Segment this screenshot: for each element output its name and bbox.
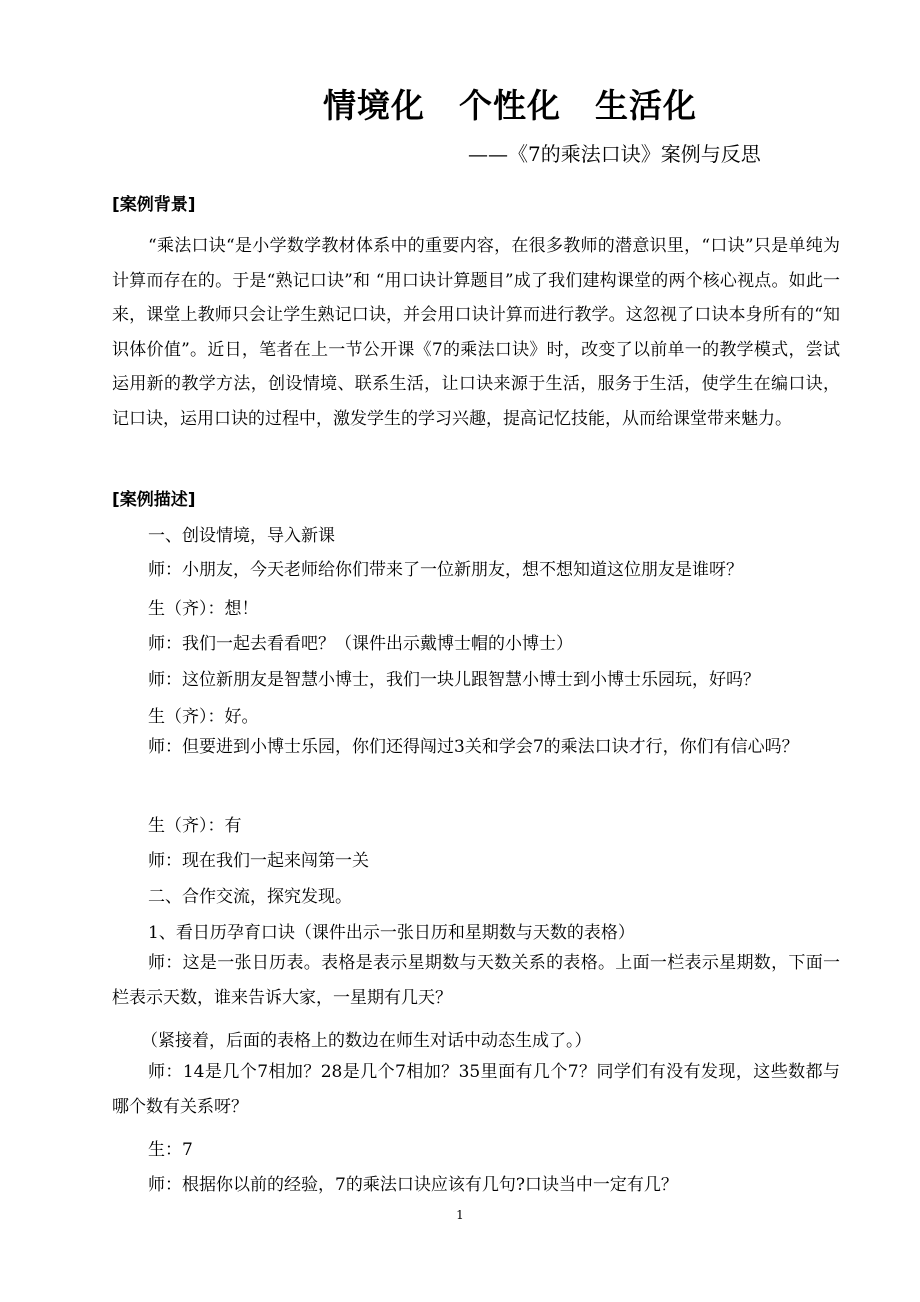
text-line: 1、看日历孕育口诀（课件出示一张日历和星期数与天数的表格） bbox=[148, 923, 635, 943]
text-line: 生（齐）：有 bbox=[148, 816, 242, 836]
text-line: 生（齐）：好。 bbox=[148, 707, 259, 727]
text-line: 师：现在我们一起来闯第一关 bbox=[148, 851, 369, 871]
section-heading-description: [案例描述] bbox=[112, 490, 196, 510]
text-line: 师：根据你以前的经验，7的乘法口诀应该有几句?口诀当中一定有几？ bbox=[148, 1175, 678, 1195]
document-subtitle: ——《7的乘法口诀》案例与反思 bbox=[468, 142, 761, 166]
challenge-paragraph: 师：但要进到小博士乐园，你们还得闯过3关和学会7的乘法口诀才行，你们有信心吗？ bbox=[148, 737, 799, 757]
text-line: 师：我们一起去看看吧？（课件出示戴博士帽的小博士） bbox=[148, 634, 573, 654]
calendar-paragraph: 师：这是一张日历表。表格是表示星期数与天数关系的表格。上面一栏表示星期数，下面一栏表示天数，谁来告诉大家，一星期有几天？ bbox=[112, 953, 840, 1008]
text-line: 师：小朋友，今天老师给你们带来了一位新朋友，想不想知道这位朋友是谁呀？ bbox=[148, 560, 743, 580]
background-paragraph: “乘法口诀“是小学数学教材体系中的重要内容，在很多教师的潜意识里，“口诀”只是单纯为计算而存在的。于是“熟记口诀”和 “用口诀计算题目”成了我们建构课堂的两个核心视点。如此一来，课堂上教师只会让学生熟记口诀，并会用口诀计算而进行教学。这忽视了口诀本身所有的“知识体价值”。近日，笔者在上一节公开课《7的乘法口诀》时，改变了以前单一的教学模式，尝试运用新的教学方法，创设情境、联系生活，让口诀来源于生活，服务于生活，使学生在编口诀，记口诀，运用口诀的过程中，激发学生的学习兴趣，提高记忆技能，从而给课堂带来魅力。 bbox=[112, 236, 840, 429]
text-line: 师：这位新朋友是智慧小博士，我们一块儿跟智慧小博士到小博士乐园玩，好吗？ bbox=[148, 670, 760, 690]
page-number: 1 bbox=[456, 1208, 464, 1222]
text-line: 生（齐）：想！ bbox=[148, 599, 259, 619]
text-line: 二、合作交流，探究发现。 bbox=[148, 887, 352, 907]
document-title: 情境化 个性化 生活化 bbox=[323, 86, 697, 125]
text-line: 一、创设情境，导入新课 bbox=[148, 526, 335, 546]
question-paragraph: 师：14是几个7相加？28是几个7相加？35里面有几个7？同学们有没有发现，这些数都与哪个数有关系呀？ bbox=[112, 1062, 840, 1117]
stage-note: （紧接着，后面的表格上的数边在师生对话中动态生成了。） bbox=[141, 1031, 592, 1051]
section-heading-background: [案例背景] bbox=[112, 195, 196, 215]
text-line: 生：7 bbox=[148, 1140, 193, 1160]
